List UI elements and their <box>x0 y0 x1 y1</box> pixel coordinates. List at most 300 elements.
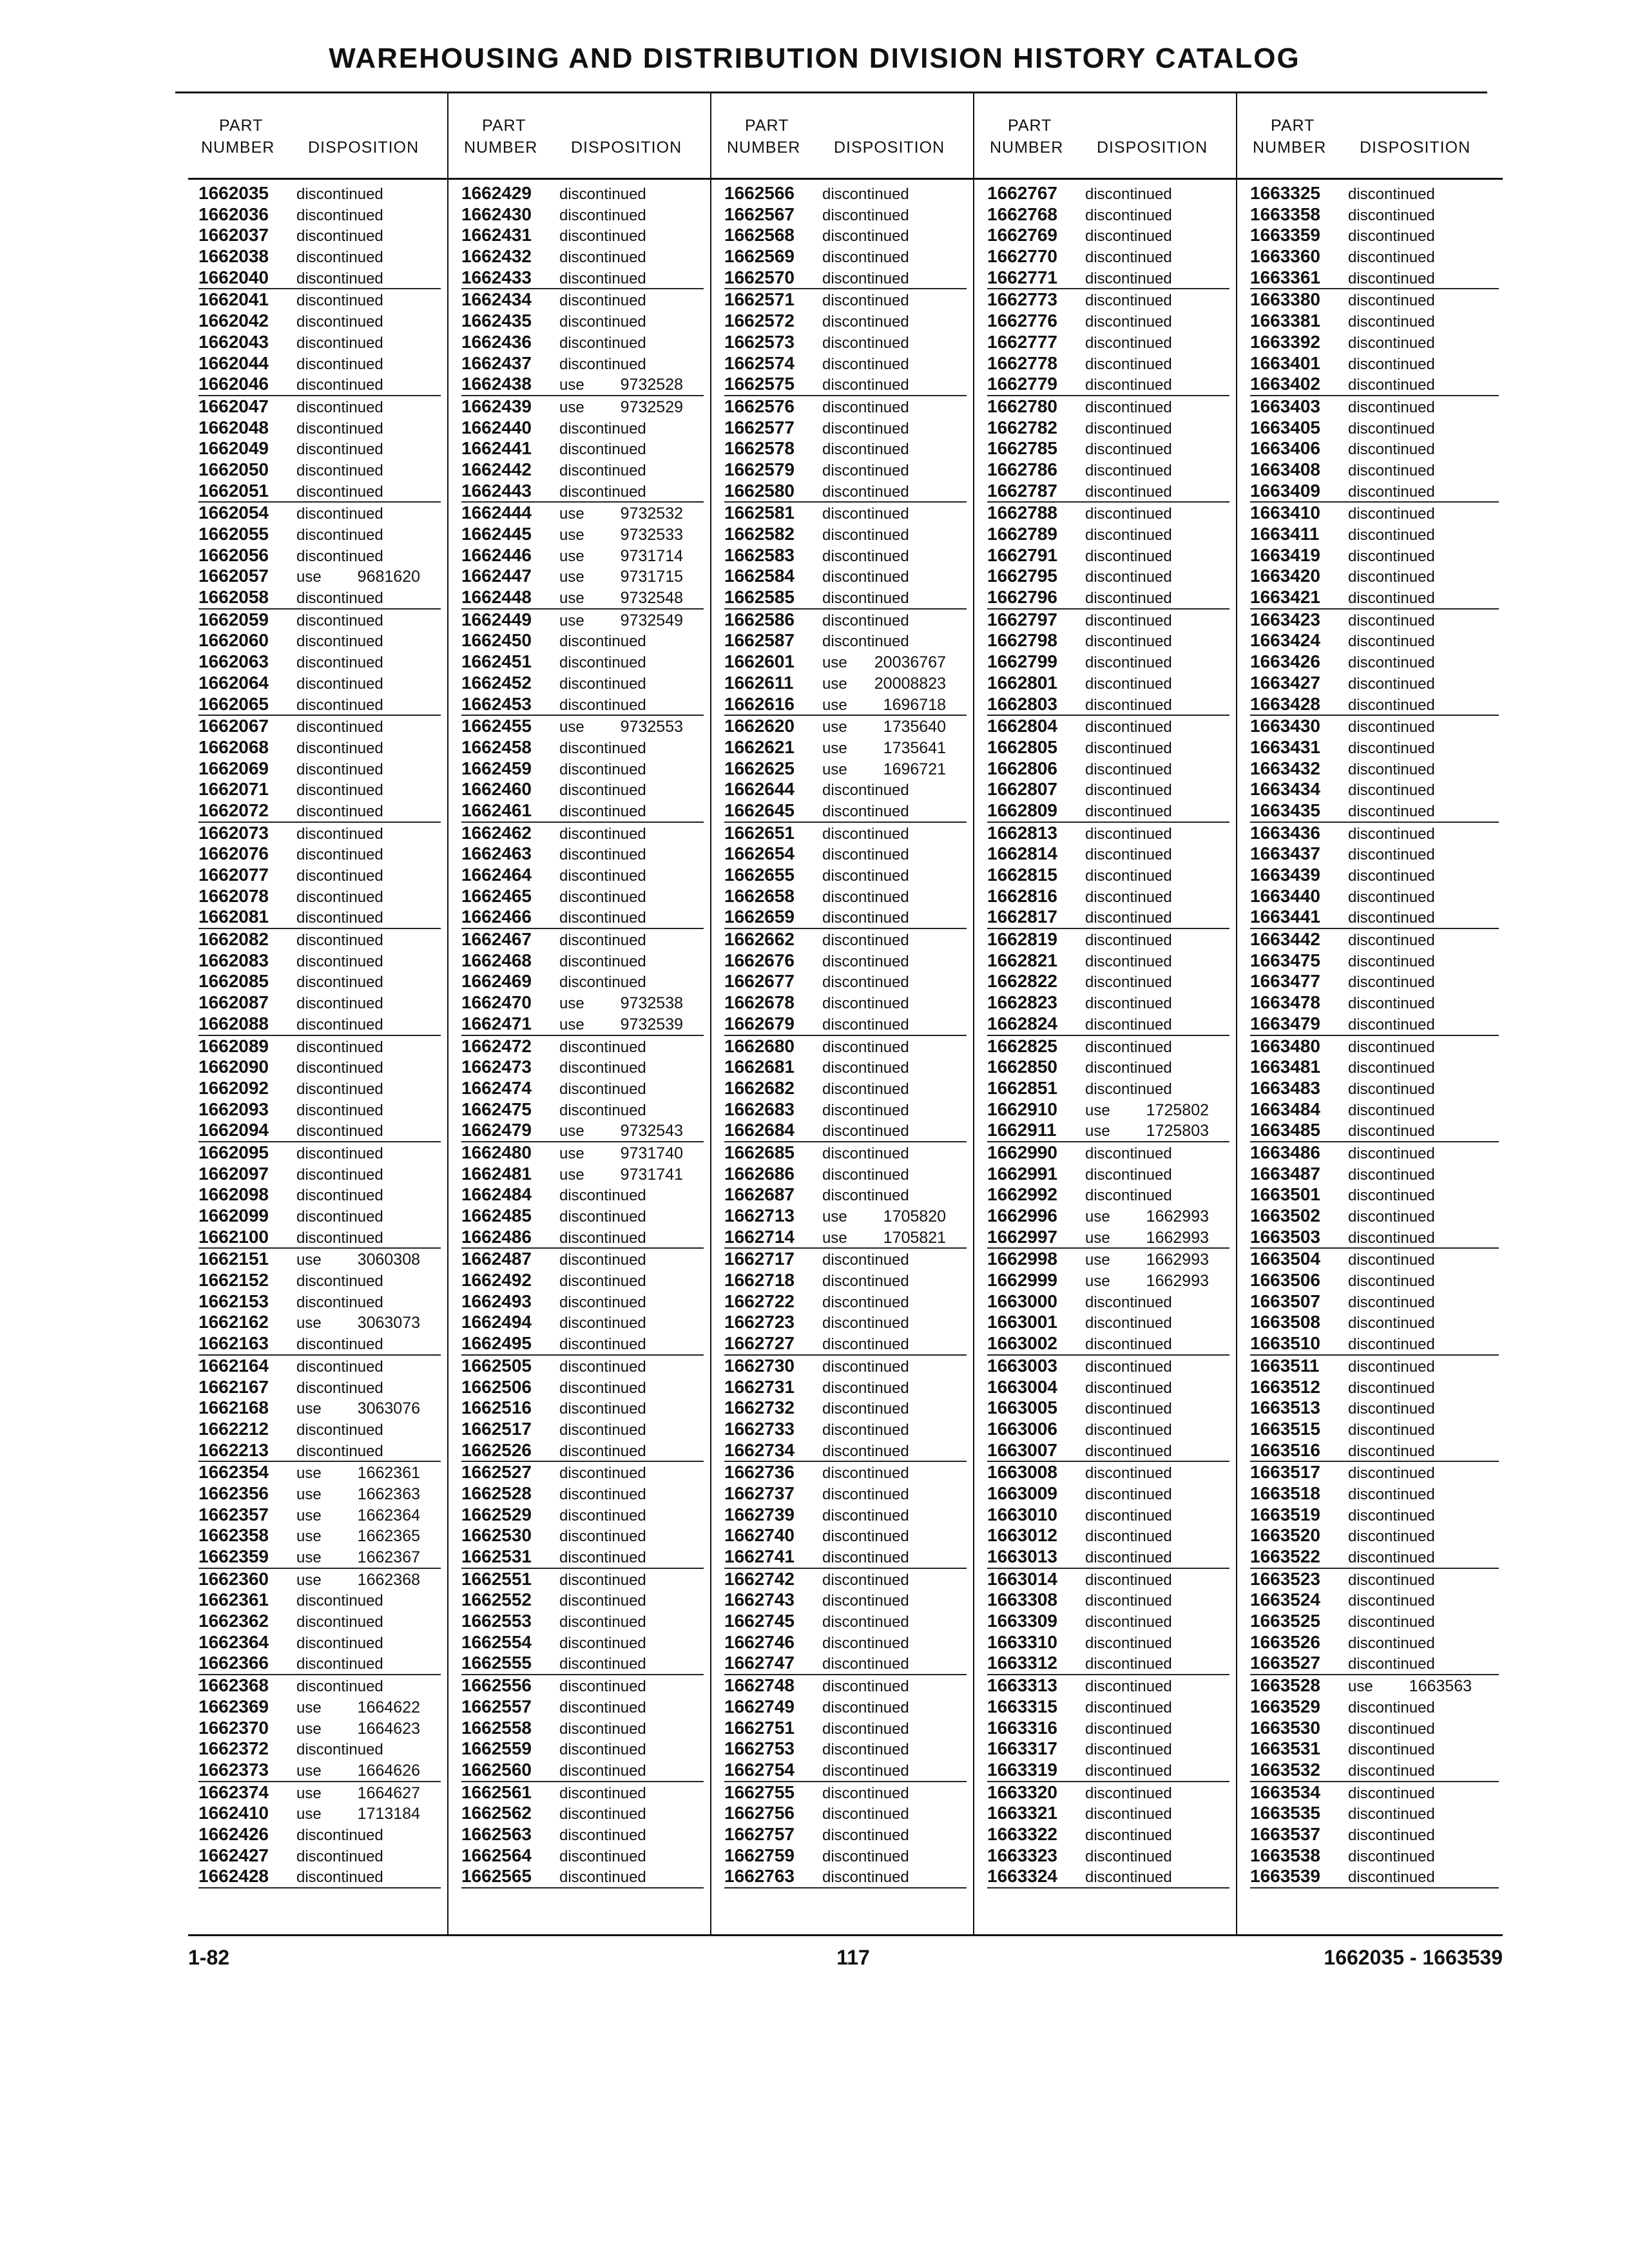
table-row <box>987 1525 1229 1546</box>
disposition: discontinued <box>1085 568 1172 586</box>
part-number: 1662551 <box>461 1568 532 1589</box>
table-row <box>198 1866 441 1887</box>
disposition: discontinued <box>1085 1400 1172 1418</box>
table-row <box>198 1440 441 1461</box>
table-row <box>987 971 1229 992</box>
row-group <box>987 503 1229 609</box>
table-row <box>198 459 441 481</box>
disposition: use 1735641 <box>822 738 946 757</box>
disposition: discontinued <box>1348 1293 1435 1311</box>
table-row <box>461 1462 704 1483</box>
table-row <box>198 1036 441 1057</box>
disposition: discontinued <box>1085 1678 1172 1696</box>
disposition: discontinued <box>1348 568 1435 586</box>
table-row <box>1250 1611 1499 1632</box>
table-row <box>1250 843 1499 865</box>
part-number: 1663324 <box>987 1866 1058 1887</box>
table-row <box>461 737 704 758</box>
table-row <box>987 1356 1229 1377</box>
part-number: 1663522 <box>1250 1546 1321 1566</box>
part-number: 1663402 <box>1250 374 1321 394</box>
part-number: 1663419 <box>1250 544 1321 565</box>
part-number: 1663325 <box>1250 183 1321 203</box>
part-number: 1662910 <box>987 1099 1058 1119</box>
table-row <box>987 1845 1229 1867</box>
disposition: discontinued <box>559 313 646 331</box>
table-row <box>461 418 704 439</box>
part-number: 1662570 <box>724 267 795 287</box>
table-row <box>1250 1675 1499 1696</box>
disposition: discontinued <box>822 909 909 927</box>
table-row <box>461 566 704 587</box>
disposition: discontinued <box>1085 952 1172 970</box>
disposition: discontinued <box>822 1144 909 1162</box>
disposition: discontinued <box>559 1847 646 1865</box>
disposition: discontinued <box>1085 590 1172 608</box>
disposition: discontinued <box>822 888 909 906</box>
part-number: 1662449 <box>461 609 532 629</box>
footer-part-range: 1662035 - 1663539 <box>1324 1946 1503 1969</box>
part-number: 1662814 <box>987 843 1058 864</box>
row-group <box>724 503 967 609</box>
disposition: discontinued <box>1348 1015 1435 1033</box>
part-number: 1662805 <box>987 736 1058 757</box>
row-group <box>461 610 704 716</box>
disposition: use 9732549 <box>559 611 683 629</box>
header-number: NUMBER <box>201 139 275 157</box>
disposition: discontinued <box>822 1015 909 1033</box>
table-row <box>724 694 967 715</box>
disposition: discontinued <box>1348 1229 1435 1247</box>
disposition: discontinued <box>296 909 383 927</box>
table-row <box>987 1142 1229 1164</box>
row-group <box>198 503 441 609</box>
part-number: 1662465 <box>461 885 532 906</box>
disposition: use 1662993 <box>1085 1251 1209 1269</box>
disposition: use 1705821 <box>822 1228 946 1247</box>
part-number: 1662576 <box>724 396 795 416</box>
disposition: discontinued <box>296 1613 383 1631</box>
table-row <box>724 823 967 844</box>
row-group <box>987 1462 1229 1568</box>
part-number: 1662821 <box>987 950 1058 970</box>
part-number: 1662462 <box>461 822 532 843</box>
disposition: discontinued <box>822 952 909 970</box>
part-number: 1663512 <box>1250 1376 1321 1397</box>
table-row <box>724 1227 967 1248</box>
disposition: discontinued <box>1348 1400 1435 1418</box>
row-group <box>724 1036 967 1142</box>
part-number: 1663310 <box>987 1631 1058 1652</box>
part-number: 1662087 <box>198 992 269 1013</box>
disposition: discontinued <box>822 568 909 586</box>
disposition: discontinued <box>1348 1080 1435 1098</box>
table-row <box>724 929 967 950</box>
table-row <box>724 800 967 822</box>
row-group <box>1250 1462 1499 1568</box>
disposition: discontinued <box>822 1442 909 1460</box>
disposition: discontinued <box>1085 1741 1172 1759</box>
part-number: 1662097 <box>198 1163 269 1184</box>
part-number: 1662445 <box>461 524 532 544</box>
part-number: 1662658 <box>724 885 795 906</box>
disposition: discontinued <box>1085 269 1172 287</box>
table-row <box>461 630 704 651</box>
disposition: discontinued <box>559 1314 646 1332</box>
table-row <box>1250 566 1499 587</box>
disposition: discontinued <box>559 654 646 672</box>
table-row <box>987 1504 1229 1526</box>
header-number: NUMBER <box>990 139 1064 157</box>
table-row <box>987 332 1229 353</box>
part-number: 1662037 <box>198 225 269 245</box>
row-group <box>461 1142 704 1249</box>
table-row <box>461 204 704 226</box>
part-number: 1663008 <box>987 1462 1058 1483</box>
disposition: discontinued <box>822 249 909 267</box>
disposition: discontinued <box>822 1400 909 1418</box>
disposition: discontinued <box>559 1379 646 1397</box>
table-row <box>1250 225 1499 246</box>
disposition: discontinued <box>296 355 383 373</box>
part-number: 1662088 <box>198 1013 269 1033</box>
part-number: 1662056 <box>198 544 269 565</box>
disposition: discontinued <box>822 802 909 820</box>
part-number: 1662460 <box>461 779 532 800</box>
table-row <box>461 1824 704 1845</box>
part-number: 1662798 <box>987 630 1058 651</box>
disposition: discontinued <box>1348 1784 1435 1802</box>
part-number: 1662163 <box>198 1333 269 1354</box>
part-number: 1662566 <box>724 183 795 203</box>
part-number: 1662677 <box>724 971 795 992</box>
disposition: discontinued <box>1085 1634 1172 1652</box>
table-row <box>198 1590 441 1611</box>
table-row <box>724 971 967 992</box>
table-row <box>198 1057 441 1078</box>
disposition: discontinued <box>1348 1826 1435 1844</box>
disposition: discontinued <box>822 1358 909 1376</box>
disposition: discontinued <box>1085 1762 1172 1780</box>
table-row <box>724 1120 967 1141</box>
table-row <box>724 1866 967 1887</box>
row-group <box>198 610 441 716</box>
disposition: discontinued <box>559 186 646 203</box>
catalog-column <box>724 183 967 1888</box>
table-row <box>461 289 704 311</box>
part-number: 1663401 <box>1250 352 1321 373</box>
table-row <box>1250 1738 1499 1760</box>
table-row <box>1250 865 1499 886</box>
table-row <box>1250 1760 1499 1781</box>
table-row <box>1250 737 1499 758</box>
row-group <box>461 183 704 289</box>
table-row <box>198 438 441 459</box>
part-number: 1663381 <box>1250 311 1321 331</box>
table-row <box>461 992 704 1014</box>
disposition: discontinued <box>1348 846 1435 864</box>
disposition: discontinued <box>1348 269 1435 287</box>
part-number: 1663323 <box>987 1845 1058 1865</box>
disposition: discontinued <box>559 760 646 778</box>
disposition: discontinued <box>1348 1720 1435 1738</box>
table-row <box>724 1483 967 1504</box>
table-row <box>461 950 704 972</box>
part-number: 1662455 <box>461 716 532 736</box>
disposition: discontinued <box>559 1528 646 1546</box>
row-group <box>724 929 967 1035</box>
table-row <box>987 1398 1229 1419</box>
table-row <box>987 183 1229 204</box>
part-number: 1662807 <box>987 779 1058 800</box>
table-row <box>987 1291 1229 1312</box>
disposition: discontinued <box>1085 846 1172 864</box>
disposition: discontinued <box>296 249 383 267</box>
disposition: discontinued <box>822 590 909 608</box>
table-row <box>987 1632 1229 1653</box>
table-row <box>198 1718 441 1739</box>
disposition: discontinued <box>559 1678 646 1696</box>
part-number: 1662437 <box>461 352 532 373</box>
table-row <box>987 225 1229 246</box>
disposition: discontinued <box>559 1741 646 1759</box>
row-group <box>987 1782 1229 1888</box>
row-group <box>461 716 704 822</box>
part-number: 1662044 <box>198 352 269 373</box>
table-row <box>987 353 1229 374</box>
table-row <box>461 225 704 246</box>
table-row <box>461 1782 704 1803</box>
table-row <box>198 1845 441 1867</box>
disposition: discontinued <box>559 1059 646 1077</box>
disposition: discontinued <box>822 995 909 1013</box>
part-number: 1662683 <box>724 1099 795 1119</box>
disposition: use 1663563 <box>1348 1677 1472 1696</box>
part-number: 1662851 <box>987 1077 1058 1098</box>
disposition: discontinued <box>559 1826 646 1844</box>
table-row <box>461 1099 704 1120</box>
part-number: 1663316 <box>987 1717 1058 1738</box>
row-group <box>198 289 441 396</box>
disposition: discontinued <box>822 1485 909 1503</box>
table-row <box>987 1866 1229 1887</box>
table-row <box>461 929 704 950</box>
disposition: discontinued <box>1085 1528 1172 1546</box>
disposition: use 9732533 <box>559 526 683 544</box>
disposition: discontinued <box>559 334 646 352</box>
table-row <box>198 267 441 289</box>
disposition: discontinued <box>1348 1208 1435 1225</box>
part-number: 1663424 <box>1250 630 1321 651</box>
disposition: use 1705820 <box>822 1207 946 1225</box>
disposition: discontinued <box>1348 1741 1435 1759</box>
disposition: discontinued <box>1085 483 1172 501</box>
table-row <box>461 1377 704 1398</box>
part-number: 1662471 <box>461 1013 532 1033</box>
table-row <box>1250 587 1499 608</box>
part-number: 1663014 <box>987 1568 1058 1589</box>
table-row <box>198 1398 441 1419</box>
disposition: use 9732528 <box>559 376 683 394</box>
disposition: discontinued <box>1348 1506 1435 1524</box>
part-number: 1663485 <box>1250 1120 1321 1140</box>
disposition: discontinued <box>1348 1655 1435 1673</box>
part-number: 1662747 <box>724 1653 795 1673</box>
table-row <box>198 225 441 246</box>
disposition: discontinued <box>822 1187 909 1205</box>
disposition: discontinued <box>1085 802 1172 820</box>
part-number: 1662579 <box>724 459 795 479</box>
part-number: 1663526 <box>1250 1631 1321 1652</box>
table-row <box>724 1312 967 1333</box>
disposition: use 1662361 <box>296 1464 420 1483</box>
part-number: 1662567 <box>724 204 795 224</box>
table-row <box>198 758 441 780</box>
part-number: 1662152 <box>198 1270 269 1291</box>
table-row <box>724 204 967 226</box>
part-number: 1662493 <box>461 1291 532 1311</box>
part-number: 1663439 <box>1250 865 1321 885</box>
part-number: 1662050 <box>198 459 269 479</box>
part-number: 1662789 <box>987 524 1058 544</box>
disposition: discontinued <box>822 1293 909 1311</box>
disposition: use 9732529 <box>559 398 683 416</box>
header-part: PART <box>1008 117 1052 135</box>
disposition: discontinued <box>296 1741 383 1759</box>
disposition: discontinued <box>1348 633 1435 651</box>
disposition: discontinued <box>296 441 383 459</box>
disposition: discontinued <box>1085 461 1172 479</box>
part-number: 1662554 <box>461 1631 532 1652</box>
part-number: 1663360 <box>1250 246 1321 267</box>
table-row <box>198 673 441 694</box>
row-group <box>198 929 441 1035</box>
table-row <box>987 459 1229 481</box>
part-number: 1663421 <box>1250 587 1321 608</box>
catalog-column <box>461 183 704 1888</box>
part-number: 1662685 <box>724 1142 795 1162</box>
table-row <box>1250 1824 1499 1845</box>
disposition: discontinued <box>1085 1314 1172 1332</box>
part-number: 1662796 <box>987 587 1058 608</box>
part-number: 1662046 <box>198 374 269 394</box>
disposition: discontinued <box>1085 696 1172 714</box>
part-number: 1663010 <box>987 1504 1058 1524</box>
table-row <box>1250 1312 1499 1333</box>
part-number: 1663431 <box>1250 736 1321 757</box>
disposition: discontinued <box>1348 355 1435 373</box>
disposition: discontinued <box>1085 1613 1172 1631</box>
disposition: discontinued <box>1085 1293 1172 1311</box>
disposition: discontinued <box>296 974 383 992</box>
part-number: 1662374 <box>198 1782 269 1802</box>
header-disposition: DISPOSITION <box>308 139 419 157</box>
disposition: discontinued <box>822 867 909 885</box>
disposition: discontinued <box>1348 313 1435 331</box>
disposition: discontinued <box>1085 1187 1172 1205</box>
table-row <box>198 183 441 204</box>
table-row <box>724 1184 967 1206</box>
row-group <box>1250 1569 1499 1675</box>
part-number: 1662505 <box>461 1355 532 1376</box>
part-number: 1662094 <box>198 1120 269 1140</box>
table-row <box>461 1440 704 1461</box>
disposition: discontinued <box>822 1784 909 1802</box>
row-group <box>987 396 1229 503</box>
row-group <box>461 396 704 503</box>
table-row <box>1250 183 1499 204</box>
table-row <box>987 1419 1229 1440</box>
part-number: 1663313 <box>987 1675 1058 1696</box>
part-number: 1662370 <box>198 1717 269 1738</box>
table-row <box>987 1099 1229 1120</box>
table-row <box>987 1377 1229 1398</box>
disposition: discontinued <box>1085 526 1172 544</box>
catalog-column <box>198 183 441 1888</box>
header-part: PART <box>219 117 264 135</box>
disposition: discontinued <box>1348 526 1435 544</box>
table-row <box>724 1696 967 1718</box>
part-number: 1662748 <box>724 1675 795 1696</box>
part-number: 1662745 <box>724 1611 795 1631</box>
part-number: 1662444 <box>461 503 532 523</box>
table-row <box>987 779 1229 800</box>
table-row <box>1250 758 1499 780</box>
disposition: discontinued <box>296 1208 383 1225</box>
part-number: 1662479 <box>461 1120 532 1140</box>
table-row <box>724 1824 967 1845</box>
table-row <box>1250 1227 1499 1248</box>
row-group <box>198 183 441 289</box>
part-number: 1662611 <box>724 672 794 693</box>
part-number: 1662058 <box>198 587 269 608</box>
disposition: discontinued <box>559 1273 646 1291</box>
table-row <box>724 374 967 395</box>
table-row <box>724 1718 967 1739</box>
part-number: 1662461 <box>461 800 532 820</box>
disposition: discontinued <box>1085 1784 1172 1802</box>
table-row <box>1250 353 1499 374</box>
table-row <box>987 1611 1229 1632</box>
part-number: 1663480 <box>1250 1035 1321 1056</box>
table-row <box>198 823 441 844</box>
table-row <box>198 481 441 502</box>
disposition: discontinued <box>1085 1059 1172 1077</box>
table-row <box>724 1164 967 1185</box>
part-number: 1662731 <box>724 1376 795 1397</box>
table-row <box>198 374 441 395</box>
disposition: discontinued <box>559 1720 646 1738</box>
table-row <box>987 992 1229 1014</box>
table-row <box>1250 374 1499 395</box>
disposition: discontinued <box>296 1655 383 1673</box>
table-row <box>724 673 967 694</box>
table-row <box>198 1249 441 1270</box>
part-number: 1663006 <box>987 1418 1058 1439</box>
table-row <box>461 1546 704 1568</box>
table-row <box>198 1270 441 1291</box>
table-row <box>461 1590 704 1611</box>
part-number: 1662553 <box>461 1611 532 1631</box>
disposition: discontinued <box>1348 1847 1435 1865</box>
table-row <box>1250 1546 1499 1568</box>
disposition: discontinued <box>822 313 909 331</box>
part-number: 1662098 <box>198 1184 269 1205</box>
disposition: discontinued <box>1348 739 1435 757</box>
disposition: discontinued <box>296 547 383 565</box>
table-row <box>198 204 441 226</box>
disposition: discontinued <box>559 1400 646 1418</box>
